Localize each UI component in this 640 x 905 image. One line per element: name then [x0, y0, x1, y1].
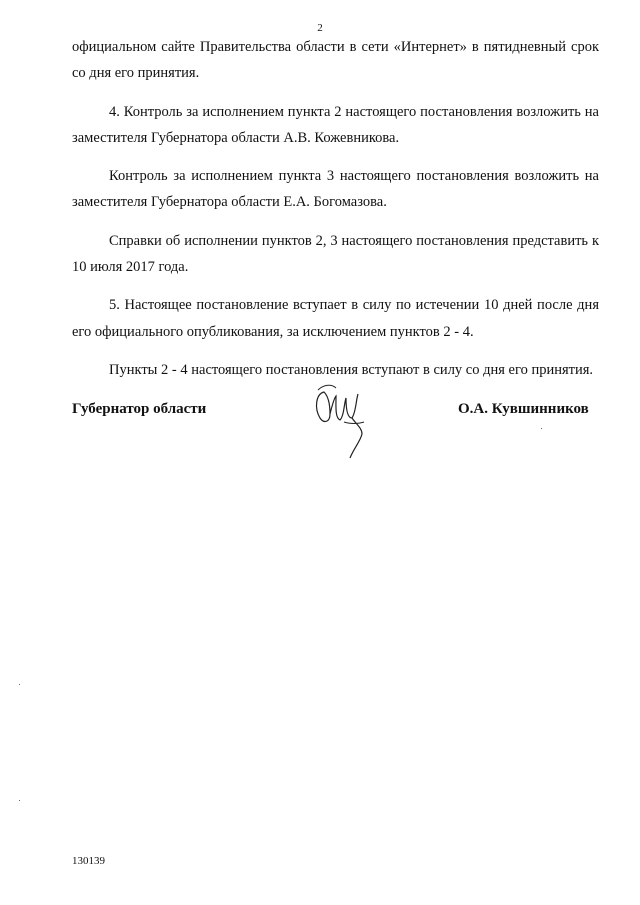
paragraph-control-3: Контроль за исполнением пункта 3 настоящего постановления возложить на заместителя Губернатора области Е.А. Богомазова. [72, 168, 599, 211]
handwritten-signature [310, 378, 372, 466]
signatory-title: Губернатор области [72, 401, 207, 417]
scan-speck [19, 684, 20, 685]
scan-speck [19, 800, 20, 801]
paragraph-effective: Пункты 2 - 4 настоящего постановления вступают в силу со дня его принятия. [109, 361, 594, 378]
paragraph-item-5: 5. Настоящее постановление вступает в силу по истечении 10 дней после дня его официального опубликования, за исключением пунктов 2 - 4. [72, 297, 599, 340]
paragraph-continuation: официальном сайте Правительства области в сети «Интернет» в пятидневный срок со дня его принятия. [72, 39, 599, 82]
signatory-name: О.А. Кувшинников [458, 401, 589, 417]
paragraph-item-4: 4. Контроль за исполнением пункта 2 настоящего постановления возложить на заместителя Губернатора области А.В. Кожевникова. [72, 103, 599, 146]
page-number: 2 [317, 22, 323, 34]
document-body [72, 34, 599, 383]
document-code: 130139 [72, 855, 105, 867]
scan-speck [541, 428, 542, 429]
paragraph-reports: Справки об исполнении пунктов 2, 3 настоящего постановления представить к 10 июля 2017 года. [72, 232, 599, 276]
